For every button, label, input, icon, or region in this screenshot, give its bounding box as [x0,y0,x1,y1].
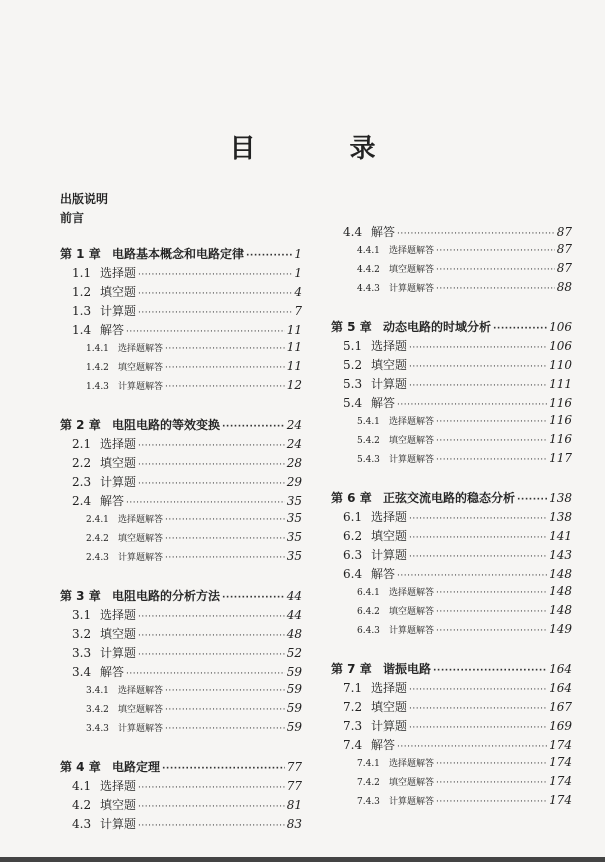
toc-entry-2.4.1[interactable] [86,511,302,527]
toc-entry-title: 解答 [371,738,396,752]
toc-entry-number: 5.2 [343,358,363,372]
toc-entry-5.3[interactable] [343,375,572,391]
toc-entry-5.2[interactable] [343,356,572,372]
toc-entry-6.1[interactable] [343,508,572,524]
toc-entry-第1章[interactable] [60,245,302,261]
toc-entry-7.4[interactable] [343,736,572,752]
toc-leader-dots [397,229,555,239]
toc-entry-number: 3.4.3 [86,724,109,734]
toc-entry-3.4.3[interactable] [86,720,302,736]
toc-entry-page: 116 [549,432,572,446]
toc-entry-page: 35 [286,494,302,508]
toc-entry-number: 1.1 [72,266,92,280]
toc-entry-2.4.2[interactable] [86,530,302,546]
toc-entry-第6章[interactable] [331,489,572,505]
toc-entry-title: 填空题 [100,285,137,299]
toc-leader-dots [138,441,285,451]
toc-entry-number: 1.4.1 [86,344,109,354]
toc-entry-page: 169 [549,719,572,733]
toc-leader-dots [409,362,547,372]
toc-entry-page: 28 [286,456,302,470]
toc-leader-dots [436,265,555,275]
toc-entry-6.4.1[interactable] [357,584,572,600]
toc-entry-title: 电阻电路的分析方法 [112,589,221,603]
toc-leader-dots [138,650,285,660]
toc-leader-dots [517,495,547,505]
toc-leader-dots [436,626,547,636]
toc-leader-dots [433,666,547,676]
toc-entry-number: 4.3 [72,817,92,831]
toc-entry-6.3[interactable] [343,546,572,562]
toc-leader-dots [409,514,547,524]
toc-entry-title: 计算题 [371,719,408,733]
toc-entry-number: 5.1 [343,339,363,353]
toc-entry-page: 29 [286,475,302,489]
toc-entry-number: 5.4.3 [357,455,380,465]
toc-entry-title: 计算题解答 [389,455,435,465]
toc-entry-number: 7.2 [343,700,363,714]
toc-entry-page: 12 [286,378,302,392]
toc-entry-7.4.1[interactable] [357,755,572,771]
toc-entry-第7章[interactable] [331,660,572,676]
toc-leader-dots [493,324,547,334]
toc-leader-dots [436,246,555,256]
toc-entry-number: 3.3 [72,646,92,660]
toc-entry-page: 11 [286,359,302,373]
toc-entry-number: 5.3 [343,377,363,391]
toc-entry-page: 164 [549,662,572,676]
toc-entry-title: 选择题解答 [118,344,164,354]
toc-entry-1.3[interactable] [72,302,302,318]
toc-entry-page: 59 [286,701,302,715]
toc-entry-page: 59 [286,720,302,734]
toc-entry-title: 计算题解答 [389,626,435,636]
toc-leader-dots [138,821,285,831]
toc-leader-dots [397,400,547,410]
toc-entry-1.2[interactable] [72,283,302,299]
toc-entry-title: 电阻电路的等效变换 [112,418,221,432]
toc-entry-number: 4.4.3 [357,284,380,294]
toc-entry-title: 解答 [371,396,396,410]
toc-entry-4.2[interactable] [72,796,302,812]
toc-entry-title: 计算题解答 [389,284,435,294]
toc-entry-6.4.3[interactable] [357,622,572,638]
toc-entry-page: 138 [549,510,572,524]
toc-entry-title: 计算题解答 [118,382,164,392]
toc-entry-title: 选择题解答 [389,759,435,769]
toc-entry-7.3[interactable] [343,717,572,733]
toc-entry-title: 计算题 [100,304,137,318]
toc-entry-number: 6.4.2 [357,607,380,617]
toc-entry-4.4.3[interactable] [357,280,572,296]
toc-entry-page: 35 [286,530,302,544]
bottom-edge-rule [0,857,605,862]
toc-leader-dots [397,742,547,752]
toc-leader-dots [126,498,285,508]
toc-entry-title: 计算题 [100,475,137,489]
toc-entry-4.4[interactable] [343,223,572,239]
toc-entry-number: 7.4.1 [357,759,380,769]
toc-leader-dots [409,704,547,714]
toc-leader-dots [409,685,547,695]
toc-leader-dots [162,764,285,774]
toc-entry-title: 计算题 [371,548,408,562]
toc-entry-page: 59 [286,682,302,696]
toc-entry-page: 148 [549,603,572,617]
toc-entry-7.4.3[interactable] [357,793,572,809]
toc-entry-title: 计算题解答 [389,797,435,807]
toc-entry-number: 第 7 章 [331,662,372,676]
toc-entry-page: 148 [549,567,572,581]
page-title: 目 录 [229,134,410,164]
toc-entry-6.4[interactable] [343,565,572,581]
toc-entry-title: 选择题解答 [389,588,435,598]
toc-entry-page: 52 [286,646,302,660]
toc-entry-5.4.1[interactable] [357,413,572,429]
toc-entry-page: 48 [286,627,302,641]
toc-entry-page: 143 [549,548,572,562]
toc-entry-title: 填空题解答 [389,778,435,788]
toc-leader-dots [436,436,547,446]
toc-entry-title: 选择题解答 [118,515,164,525]
toc-entry-title: 动态电路的时域分析 [383,320,492,334]
toc-entry-page: 149 [549,622,572,636]
toc-entry-page: 24 [286,418,302,432]
toc-leader-dots [165,515,285,525]
toc-entry-number: 7.3 [343,719,363,733]
toc-leader-dots [138,631,285,641]
toc-entry-title: 选择题 [371,681,408,695]
toc-entry-title: 谐振电路 [383,662,432,676]
toc-entry-第4章[interactable] [60,758,302,774]
toc-entry-title: 选择题解答 [118,686,164,696]
toc-entry-title: 选择题 [100,266,137,280]
toc-entry-3.3[interactable] [72,644,302,660]
toc-entry-3.4.1[interactable] [86,682,302,698]
toc-entry-number: 4.1 [72,779,92,793]
toc-entry-5.4[interactable] [343,394,572,410]
toc-leader-dots [138,479,285,489]
toc-entry-page: 4 [294,285,302,299]
toc-entry-7.4.2[interactable] [357,774,572,790]
toc-entry-6.2[interactable] [343,527,572,543]
toc-entry-number: 1.4 [72,323,92,337]
toc-entry-number: 1.3 [72,304,92,318]
toc-entry-number: 4.4.1 [357,246,380,256]
toc-leader-dots [126,669,285,679]
toc-leader-dots [436,797,547,807]
toc-entry-number: 6.4.3 [357,626,380,636]
toc-entry-number: 第 5 章 [331,320,372,334]
toc-entry-title: 填空题解答 [118,534,164,544]
toc-entry-number: 5.4 [343,396,363,410]
toc-entry-page: 35 [286,511,302,525]
toc-entry-title: 电路定理 [112,760,161,774]
toc-entry-number: 2.4.3 [86,553,109,563]
toc-entry-number: 3.2 [72,627,92,641]
toc-entry-page: 44 [286,608,302,622]
toc-entry-page: 87 [556,261,572,275]
toc-entry-1.4.1[interactable] [86,340,302,356]
toc-entry-page: 116 [549,396,572,410]
toc-leader-dots [126,327,285,337]
toc-entry-title: 计算题 [371,377,408,391]
toc-entry-page: 77 [286,760,302,774]
toc-entry-title: 填空题解答 [118,705,164,715]
toc-entry-title: 电路基本概念和电路定律 [112,247,245,261]
toc-entry-page: 174 [549,774,572,788]
toc-entry-title: 选择题解答 [389,417,435,427]
toc-entry-title: 解答 [371,567,396,581]
front-matter-publishing-note[interactable]: 出版说明 [60,192,109,206]
toc-entry-number: 5.4.1 [357,417,380,427]
toc-leader-dots [436,284,555,294]
toc-leader-dots [436,778,547,788]
toc-entry-number: 7.4 [343,738,363,752]
toc-leader-dots [409,533,547,543]
toc-entry-3.4[interactable] [72,663,302,679]
toc-entry-number: 4.4.2 [357,265,380,275]
toc-entry-page: 24 [286,437,302,451]
toc-entry-title: 正弦交流电路的稳态分析 [383,491,516,505]
toc-entry-number: 3.1 [72,608,92,622]
toc-entry-page: 44 [286,589,302,603]
toc-entry-title: 填空题解答 [118,363,164,373]
toc-leader-dots [222,593,285,603]
toc-entry-page: 11 [286,340,302,354]
toc-entry-number: 6.4.1 [357,588,380,598]
toc-leader-dots [138,289,292,299]
toc-entry-number: 3.4.1 [86,686,109,696]
toc-leader-dots [246,251,292,261]
toc-entry-number: 2.3 [72,475,92,489]
toc-entry-title: 填空题 [100,627,137,641]
toc-entry-number: 1.4.2 [86,363,109,373]
toc-entry-title: 计算题解答 [118,553,164,563]
toc-entry-1.4.3[interactable] [86,378,302,394]
toc-entry-title: 解答 [100,323,125,337]
front-matter-preface[interactable]: 前言 [60,211,85,225]
toc-leader-dots [138,308,292,318]
toc-entry-page: 174 [549,793,572,807]
toc-entry-page: 164 [549,681,572,695]
toc-entry-2.4[interactable] [72,492,302,508]
toc-entry-第3章[interactable] [60,587,302,603]
toc-entry-title: 解答 [371,225,396,239]
toc-entry-page: 83 [286,817,302,831]
toc-entry-page: 106 [549,339,572,353]
toc-entry-page: 111 [549,377,572,391]
toc-entry-page: 106 [549,320,572,334]
toc-leader-dots [165,382,285,392]
toc-entry-6.4.2[interactable] [357,603,572,619]
toc-leader-dots [436,588,547,598]
toc-entry-title: 填空题解答 [389,607,435,617]
toc-leader-dots [397,571,547,581]
toc-entry-page: 138 [549,491,572,505]
toc-entry-number: 第 4 章 [60,760,101,774]
toc-entry-title: 选择题 [371,510,408,524]
toc-entry-2.3[interactable] [72,473,302,489]
toc-entry-1.4[interactable] [72,321,302,337]
toc-entry-page: 7 [294,304,302,318]
toc-leader-dots [138,783,285,793]
toc-entry-page: 1 [294,247,302,261]
toc-leader-dots [138,802,285,812]
toc-entry-page: 11 [286,323,302,337]
toc-entry-number: 2.4 [72,494,92,508]
toc-entry-title: 填空题 [371,700,408,714]
toc-entry-3.2[interactable] [72,625,302,641]
toc-entry-number: 6.4 [343,567,363,581]
toc-entry-page: 35 [286,549,302,563]
toc-entry-number: 4.2 [72,798,92,812]
toc-leader-dots [436,417,547,427]
toc-leader-dots [165,686,285,696]
toc-leader-dots [165,344,285,354]
toc-leader-dots [436,607,547,617]
toc-entry-number: 6.2 [343,529,363,543]
toc-entry-page: 88 [556,280,572,294]
toc-entry-page: 87 [556,242,572,256]
toc-entry-page: 1 [294,266,302,280]
toc-entry-number: 7.4.2 [357,778,380,788]
toc-entry-number: 7.4.3 [357,797,380,807]
toc-leader-dots [138,612,285,622]
toc-entry-title: 填空题解答 [389,436,435,446]
toc-entry-page: 117 [549,451,572,465]
toc-entry-number: 4.4 [343,225,363,239]
toc-entry-title: 选择题解答 [389,246,435,256]
toc-entry-title: 解答 [100,665,125,679]
toc-entry-number: 1.4.3 [86,382,109,392]
toc-entry-title: 选择题 [100,608,137,622]
toc-leader-dots [165,363,285,373]
toc-entry-page: 141 [549,529,572,543]
toc-leader-dots [409,552,547,562]
toc-entry-number: 第 6 章 [331,491,372,505]
toc-leader-dots [165,724,285,734]
toc-entry-page: 116 [549,413,572,427]
toc-entry-5.4.3[interactable] [357,451,572,467]
toc-entry-3.4.2[interactable] [86,701,302,717]
toc-entry-4.4.1[interactable] [357,242,572,258]
toc-entry-7.2[interactable] [343,698,572,714]
toc-entry-title: 填空题 [371,529,408,543]
toc-entry-title: 填空题解答 [389,265,435,275]
toc-entry-page: 77 [286,779,302,793]
toc-entry-number: 第 2 章 [60,418,101,432]
toc-entry-title: 计算题 [100,817,137,831]
toc-entry-第5章[interactable] [331,318,572,334]
toc-entry-page: 81 [286,798,302,812]
toc-entry-number: 2.4.2 [86,534,109,544]
toc-entry-4.3[interactable] [72,815,302,831]
toc-entry-3.1[interactable] [72,606,302,622]
toc-entry-page: 110 [549,358,572,372]
toc-entry-4.4.2[interactable] [357,261,572,277]
toc-entry-page: 148 [549,584,572,598]
toc-leader-dots [436,759,547,769]
toc-entry-title: 选择题 [371,339,408,353]
toc-entry-number: 2.1 [72,437,92,451]
toc-leader-dots [165,553,285,563]
toc-entry-number: 2.4.1 [86,515,109,525]
toc-entry-page: 59 [286,665,302,679]
toc-leader-dots [409,723,547,733]
toc-entry-number: 第 1 章 [60,247,101,261]
toc-entry-number: 2.2 [72,456,92,470]
toc-entry-4.1[interactable] [72,777,302,793]
toc-entry-number: 5.4.2 [357,436,380,446]
toc-entry-7.1[interactable] [343,679,572,695]
toc-leader-dots [436,455,547,465]
toc-entry-title: 选择题 [100,779,137,793]
toc-entry-2.4.3[interactable] [86,549,302,565]
toc-leader-dots [222,422,285,432]
toc-entry-number: 3.4 [72,665,92,679]
toc-entry-number: 3.4.2 [86,705,109,715]
toc-entry-1.4.2[interactable] [86,359,302,375]
toc-leader-dots [409,381,547,391]
toc-entry-5.4.2[interactable] [357,432,572,448]
toc-entry-title: 填空题 [371,358,408,372]
toc-entry-第2章[interactable] [60,416,302,432]
toc-entry-title: 解答 [100,494,125,508]
toc-leader-dots [409,343,547,353]
toc-entry-title: 计算题 [100,646,137,660]
toc-entry-number: 1.2 [72,285,92,299]
toc-entry-2.2[interactable] [72,454,302,470]
toc-entry-2.1[interactable] [72,435,302,451]
toc-entry-number: 第 3 章 [60,589,101,603]
toc-entry-1.1[interactable] [72,264,302,280]
toc-entry-5.1[interactable] [343,337,572,353]
toc-entry-page: 167 [549,700,572,714]
toc-entry-page: 87 [556,225,572,239]
toc-leader-dots [165,705,285,715]
toc-entry-number: 6.3 [343,548,363,562]
toc-entry-page: 174 [549,755,572,769]
toc-leader-dots [165,534,285,544]
toc-entry-title: 填空题 [100,798,137,812]
toc-entry-title: 填空题 [100,456,137,470]
toc-leader-dots [138,270,292,280]
toc-leader-dots [138,460,285,470]
toc-entry-number: 6.1 [343,510,363,524]
toc-entry-page: 174 [549,738,572,752]
toc-entry-title: 选择题 [100,437,137,451]
toc-entry-number: 7.1 [343,681,363,695]
toc-entry-title: 计算题解答 [118,724,164,734]
